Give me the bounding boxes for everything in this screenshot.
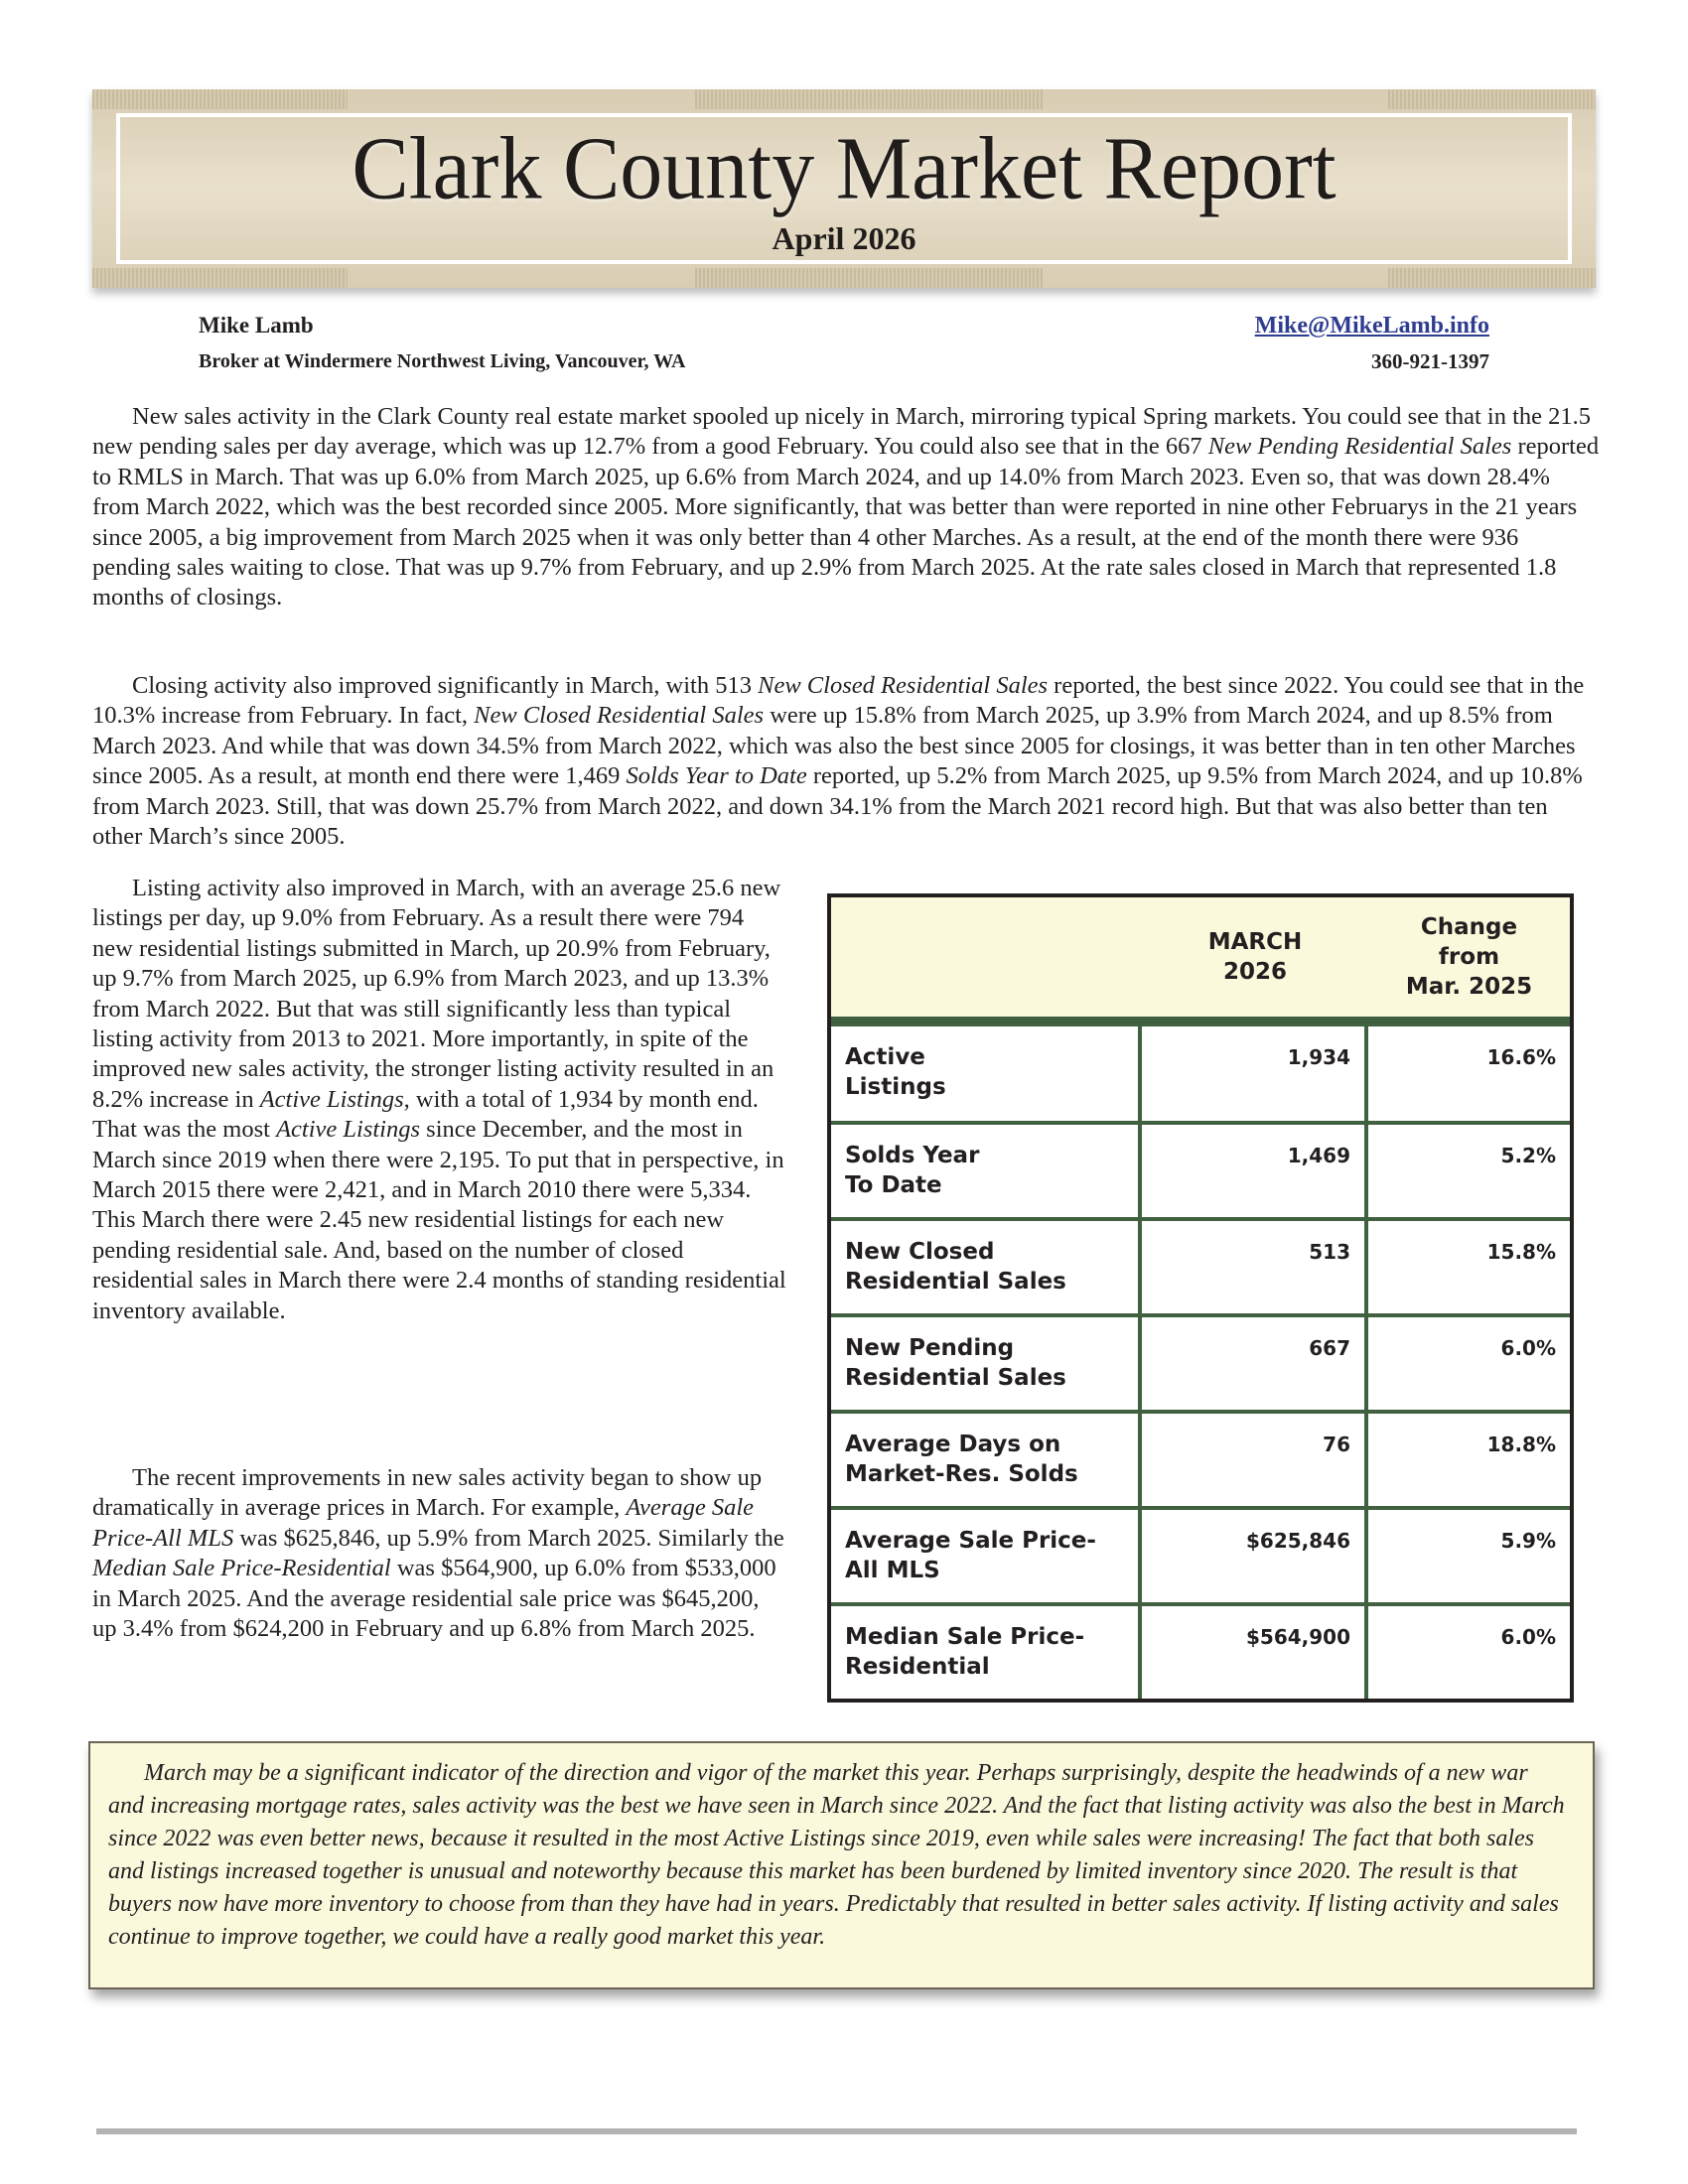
metric-change: 18.8% <box>1486 1433 1556 1456</box>
email-link[interactable]: Mike@MikeLamb.info <box>1254 313 1489 339</box>
author-title: Broker at Windermere Northwest Living, Vancouver, WA <box>199 350 686 372</box>
text-run: The recent improvements in new sales activity began to show up dramatically in average prices in March. For example, <box>92 1464 763 1522</box>
italic-term: New Pending Residential Sales <box>1207 433 1512 461</box>
table-body <box>831 1026 1570 1699</box>
table-row <box>831 1121 1570 1217</box>
paragraph-prices <box>92 1463 787 1644</box>
table-row <box>831 1313 1570 1410</box>
text-run: since December, and the most in March since 2019 when there were 2,195. To put that in perspective, in March 2015 there were 2,421, and in March 2010 there were 5,334. This March there were 2.45 new residential listings for each new pending residential sale. And, based on the number of closed residential sales in March there were 2.4 months of standing residential inventory available. <box>92 1116 786 1324</box>
table-row <box>831 1026 1570 1121</box>
metric-value: $625,846 <box>1142 1510 1368 1602</box>
banner-stripe <box>1388 89 1596 109</box>
metric-label-line: Solds Year <box>845 1143 980 1168</box>
text-run: were up 15.8% from March 2025, up 3.9% from March 2024, and up 8.5% from March 2023. And while that was down 34.5% from March 2022, which was also the best since 2005 for closings, it was better than in ten other Marches since 2005. As a result, at month end there were 1,469 <box>92 702 1576 790</box>
callout-text: March may be a significant indicator of the direction and vigor of the market this year. Perhaps surprisingly, despite the headwinds of a new war and increasing mortgage rates, sales activity was the best we have seen in March since 2022. And the fact that listing activity was also the best in March since 2022 was even better news, because it resulted in the most Active Listings since 2019, even while sales were increasing! The fact that both sales and listings increased together is unusual and noteworthy because this market has been burdened by limited inventory since 2020. The result is that buyers now have more inventory to choose from than they have had in years. Predictably that resulted in better sales activity. If listing activity and sales continue to improve together, we could have a really good market this year. <box>108 1760 1565 1950</box>
text-run: reported, up 5.2% from March 2025, up 9.5% from March 2024, and up 10.8% from March 2023. Still, that was down 25.7% from March 2022, and down 34.1% from the March 2021 record high. But that was also better than ten other March’s since 2005. <box>92 762 1583 851</box>
author-name: Mike Lamb <box>199 313 314 338</box>
metric-label <box>831 1221 1142 1313</box>
report-banner <box>92 89 1596 288</box>
banner-stripe <box>92 89 348 109</box>
text-run: was $564,900, up 6.0% from $533,000 in March 2025. And the average residential sale price was $645,200, up 3.4% from $624,200 in February and up 6.8% from March 2025. <box>92 1555 776 1643</box>
metric-label-line: Listings <box>845 1074 946 1100</box>
header-cell-march-2026 <box>1142 897 1368 1017</box>
metric-label <box>831 1414 1142 1506</box>
metric-value: $564,900 <box>1142 1606 1368 1699</box>
header-text: MARCH <box>1207 929 1303 955</box>
table-row <box>831 1217 1570 1313</box>
text-run: New sales activity in the Clark County real estate market spooled up nicely in March, mirroring typical Spring markets. You could see that in the 21.5 new pending sales per day average, which was up 12.7% from a good February. You could also see that in the 667 <box>92 403 1591 461</box>
metric-label-line: Median Sale Price- <box>845 1624 1085 1650</box>
metric-value: 1,934 <box>1142 1026 1368 1121</box>
metric-label-line: Market-Res. Solds <box>845 1461 1078 1487</box>
metric-change: 15.8% <box>1486 1240 1556 1264</box>
metric-label <box>831 1125 1142 1217</box>
market-stats-table <box>827 893 1574 1703</box>
metric-label-line: Residential Sales <box>845 1269 1066 1295</box>
paragraph-closed-sales <box>92 671 1602 852</box>
banner-inner-frame <box>116 113 1572 264</box>
text-run: reported to RMLS in March. That was up 6.0% from March 2025, up 6.6% from March 2024, and up 14.0% from March 2023. Even so, that was down 28.4% from March 2022, which was the best recorded since 2005. More significantly, that was better than were reported in nine other Februarys in the 21 years since 2005, a big improvement from March 2025 when it was only better than 4 other Marches. As a result, at the end of the month there were 936 pending sales waiting to close. That was up 9.7% from February, and up 2.9% from March 2025. At the rate sales closed in March that represented 1.8 months of closings. <box>92 433 1600 612</box>
metric-label-line: New Closed <box>845 1239 995 1265</box>
metric-label-line: Active <box>845 1044 925 1070</box>
metric-label-line: New Pending <box>845 1335 1015 1361</box>
text-run: Listing activity also improved in March, with an average 25.6 new listings per day, up 9.0% from February. As a result there were 794 new residential listings submitted in March, up 20.9% from February, up 9.7% from March 2025, up 6.9% from March 2023, and up 13.3% from March 2022. But that was still significantly less than typical listing activity from 2013 to 2021. More importantly, in spite of the improved new sales activity, the stronger listing activity resulted in an 8.2% increase in <box>92 875 781 1113</box>
banner-stripe <box>695 89 1043 109</box>
metric-change: 16.6% <box>1486 1045 1556 1069</box>
metric-change: 6.0% <box>1500 1336 1556 1360</box>
metric-value: 76 <box>1142 1414 1368 1506</box>
metric-change: 5.2% <box>1500 1144 1556 1167</box>
metric-label <box>831 1026 1142 1121</box>
banner-stripe <box>1388 268 1596 288</box>
phone-number: 360-921-1397 <box>1371 349 1489 373</box>
metric-value: 667 <box>1142 1317 1368 1410</box>
author-block <box>199 311 685 376</box>
banner-stripe <box>695 268 1043 288</box>
metric-label-line: To Date <box>845 1172 942 1198</box>
summary-callout <box>88 1741 1595 1989</box>
table-row <box>831 1410 1570 1506</box>
header-cell-change <box>1368 897 1570 1017</box>
italic-term: Solds Year to Date <box>626 762 807 790</box>
metric-label <box>831 1510 1142 1602</box>
paragraph-pending-sales <box>92 402 1602 614</box>
header-cell-empty <box>831 897 1142 1017</box>
text-run: with a total of 1,934 by month end. That was the most <box>92 1085 759 1144</box>
metric-change: 6.0% <box>1500 1625 1556 1649</box>
metric-label-line: Average Sale Price- <box>845 1528 1096 1554</box>
text-run: reported, the best since 2022. You could see that in the 10.3% increase from February. In fact, <box>92 672 1585 730</box>
table-row <box>831 1506 1570 1602</box>
metric-value: 513 <box>1142 1221 1368 1313</box>
contact-block <box>1255 311 1489 376</box>
paragraph-listing-activity <box>92 874 787 1326</box>
table-row <box>831 1602 1570 1699</box>
italic-term: New Closed Residential Sales <box>758 672 1049 699</box>
header-text: 2026 <box>1222 959 1287 985</box>
metric-label <box>831 1317 1142 1410</box>
banner-stripe <box>92 268 348 288</box>
metric-label-line: All MLS <box>845 1558 940 1583</box>
table-header <box>831 897 1570 1026</box>
italic-term: Active Listings <box>276 1116 421 1144</box>
report-date: April 2026 <box>772 220 916 256</box>
header-text: from <box>1438 944 1500 970</box>
italic-term: New Closed Residential Sales <box>474 702 765 730</box>
text-run: was $625,846, up 5.9% from March 2025. Similarly the <box>233 1524 784 1552</box>
header-text: Mar. 2025 <box>1405 974 1533 1000</box>
metric-label-line: Residential Sales <box>845 1365 1066 1391</box>
metric-label-line: Average Days on <box>845 1432 1061 1457</box>
header-text: Change <box>1420 914 1518 940</box>
metric-label <box>831 1606 1142 1699</box>
text-run: Closing activity also improved significantly in March, with 513 <box>132 672 759 699</box>
metric-label-line: Residential <box>845 1654 990 1680</box>
italic-term: Active Listings, <box>259 1085 410 1113</box>
metric-change: 5.9% <box>1500 1529 1556 1553</box>
report-title: Clark County Market Report <box>352 117 1336 218</box>
footer-divider <box>96 2128 1577 2134</box>
italic-term: Median Sale Price-Residential <box>92 1555 391 1582</box>
italic-term: Average Sale Price-All MLS <box>92 1494 754 1552</box>
metric-value: 1,469 <box>1142 1125 1368 1217</box>
